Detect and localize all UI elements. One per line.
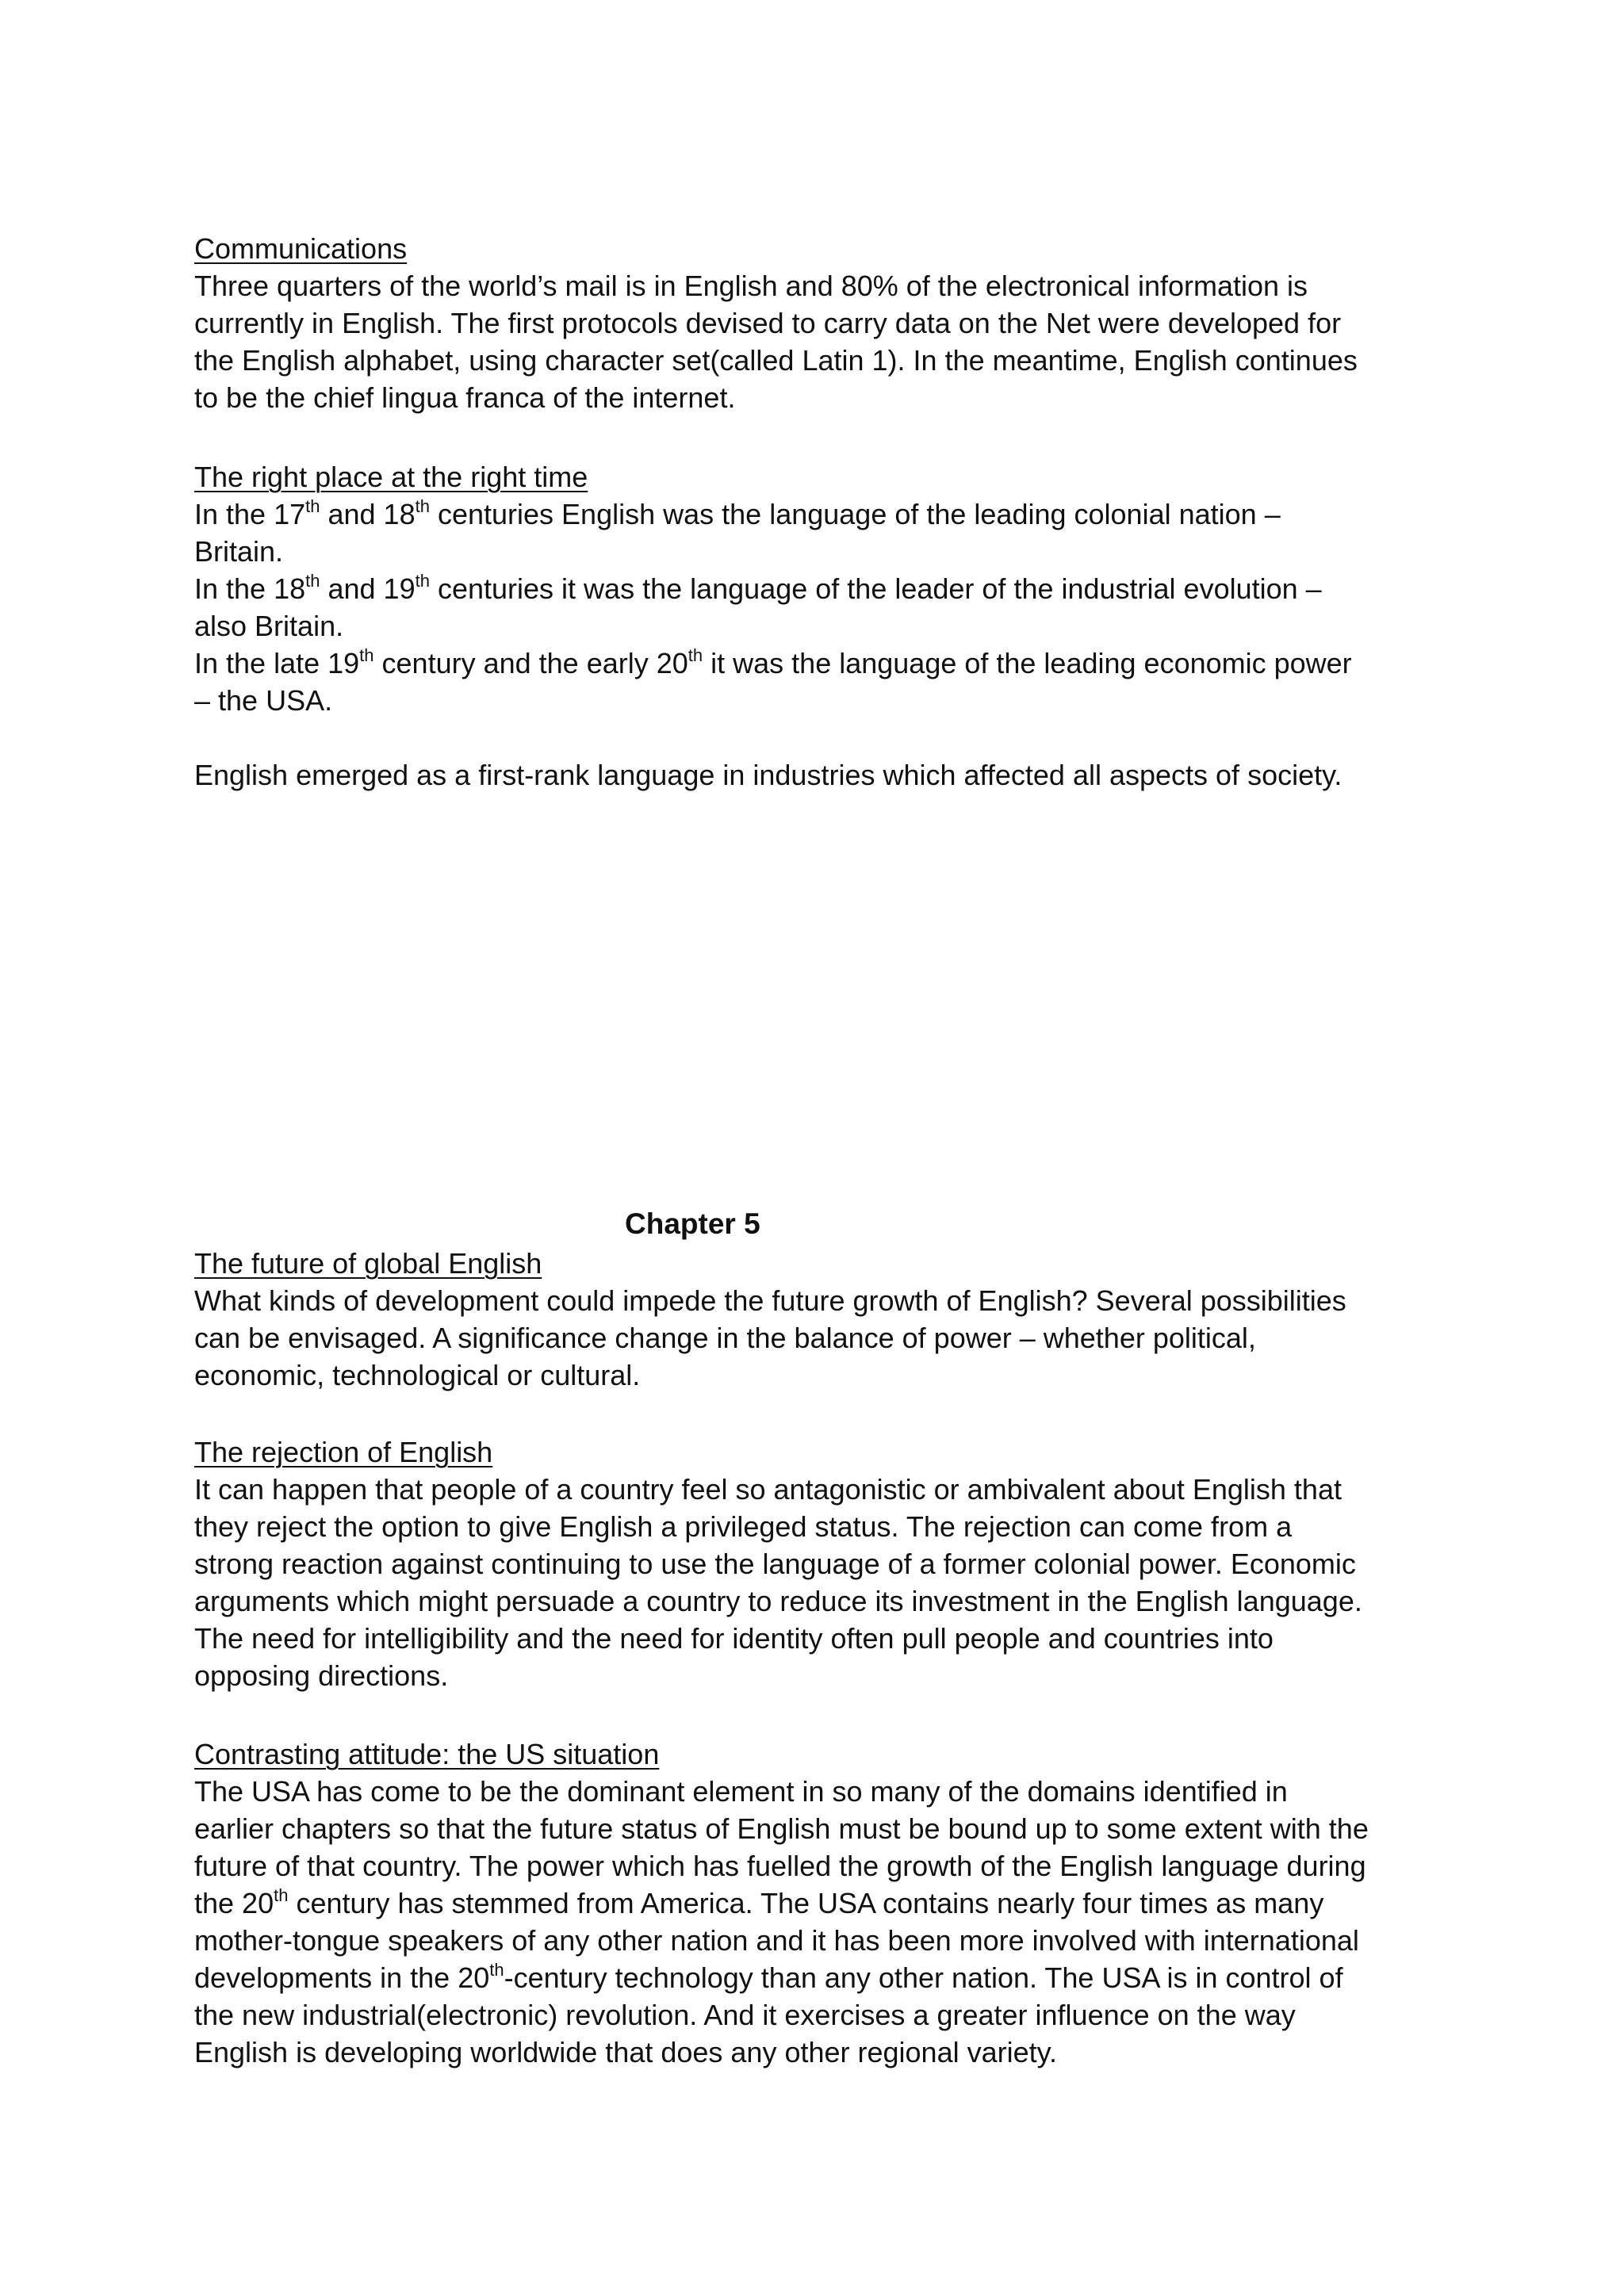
paragraph-line: mother-tongue speakers of any other nation and it has been more involved with international bbox=[194, 1924, 1359, 1957]
paragraph-line: The USA has come to be the dominant element in so many of the domains identified in bbox=[194, 1775, 1288, 1808]
paragraph-line: future of that country. The power which has fuelled the growth of the English language during bbox=[194, 1850, 1366, 1882]
paragraph-line: they reject the option to give English a privileged status. The rejection can come from a bbox=[194, 1510, 1293, 1543]
paragraph-line: to be the chief lingua franca of the internet. bbox=[194, 381, 736, 414]
paragraph-line: the new industrial(electronic) revolution. And it exercises a greater influence on the way bbox=[194, 1999, 1296, 2031]
paragraph-line: Britain. bbox=[194, 535, 284, 568]
section-heading: The right place at the right time bbox=[194, 461, 588, 493]
paragraph-line: arguments which might persuade a country to reduce its investment in the English language. bbox=[194, 1585, 1362, 1617]
section-heading: The rejection of English bbox=[194, 1436, 493, 1468]
paragraph-line: can be envisaged. A significance change in the balance of power – whether political, bbox=[194, 1322, 1256, 1354]
paragraph-line: opposing directions. bbox=[194, 1659, 449, 1692]
paragraph-line: the 20th century has stemmed from America. The USA contains nearly four times as many bbox=[194, 1885, 1324, 1919]
paragraph-line: The need for intelligibility and the need for identity often pull people and countries into bbox=[194, 1622, 1274, 1655]
section-heading: Contrasting attitude: the US situation bbox=[194, 1738, 660, 1770]
paragraph-line: Three quarters of the world’s mail is in English and 80% of the electronical information is bbox=[194, 270, 1308, 302]
paragraph-line: economic, technological or cultural. bbox=[194, 1359, 641, 1391]
paragraph-line: currently in English. The first protocols devised to carry data on the Net were developed for bbox=[194, 307, 1342, 339]
paragraph-line: developments in the 20th-century technology than any other nation. The USA is in control of bbox=[194, 1960, 1343, 1994]
paragraph-line: In the late 19th century and the early 20th it was the language of the leading economic power bbox=[194, 645, 1352, 679]
paragraph-line: earlier chapters so that the future status of English must be bound up to some extent with the bbox=[194, 1812, 1369, 1845]
section-future bbox=[194, 1245, 1463, 1394]
section-communications bbox=[194, 230, 1463, 416]
paragraph-line: strong reaction against continuing to use the language of a former colonial power. Economic bbox=[194, 1548, 1356, 1580]
section-right-place-closing bbox=[194, 756, 1463, 794]
section-right-place bbox=[194, 458, 1463, 719]
paragraph-line: also Britain. bbox=[194, 610, 344, 642]
paragraph-line: In the 18th and 19th centuries it was the language of the leader of the industrial evolution – bbox=[194, 571, 1322, 605]
paragraph-line: What kinds of development could impede the future growth of English? Several possibilities bbox=[194, 1284, 1346, 1317]
paragraph-line: the English alphabet, using character set(called Latin 1). In the meantime, English continues bbox=[194, 344, 1358, 377]
section-heading: Communications bbox=[194, 232, 408, 265]
paragraph-line: – the USA. bbox=[194, 684, 333, 717]
section-rejection bbox=[194, 1433, 1463, 1694]
paragraph-line: English emerged as a first-rank language in industries which affected all aspects of society. bbox=[194, 759, 1342, 791]
section-heading: The future of global English bbox=[194, 1247, 542, 1280]
paragraph-line: It can happen that people of a country feel so antagonistic or ambivalent about English that bbox=[194, 1473, 1342, 1506]
paragraph-line: English is developing worldwide that does any other regional variety. bbox=[194, 2036, 1057, 2068]
chapter-title: Chapter 5 bbox=[625, 1207, 760, 1240]
section-us-situation bbox=[194, 1735, 1463, 2071]
paragraph-line: In the 17th and 18th centuries English was the language of the leading colonial nation – bbox=[194, 496, 1281, 530]
